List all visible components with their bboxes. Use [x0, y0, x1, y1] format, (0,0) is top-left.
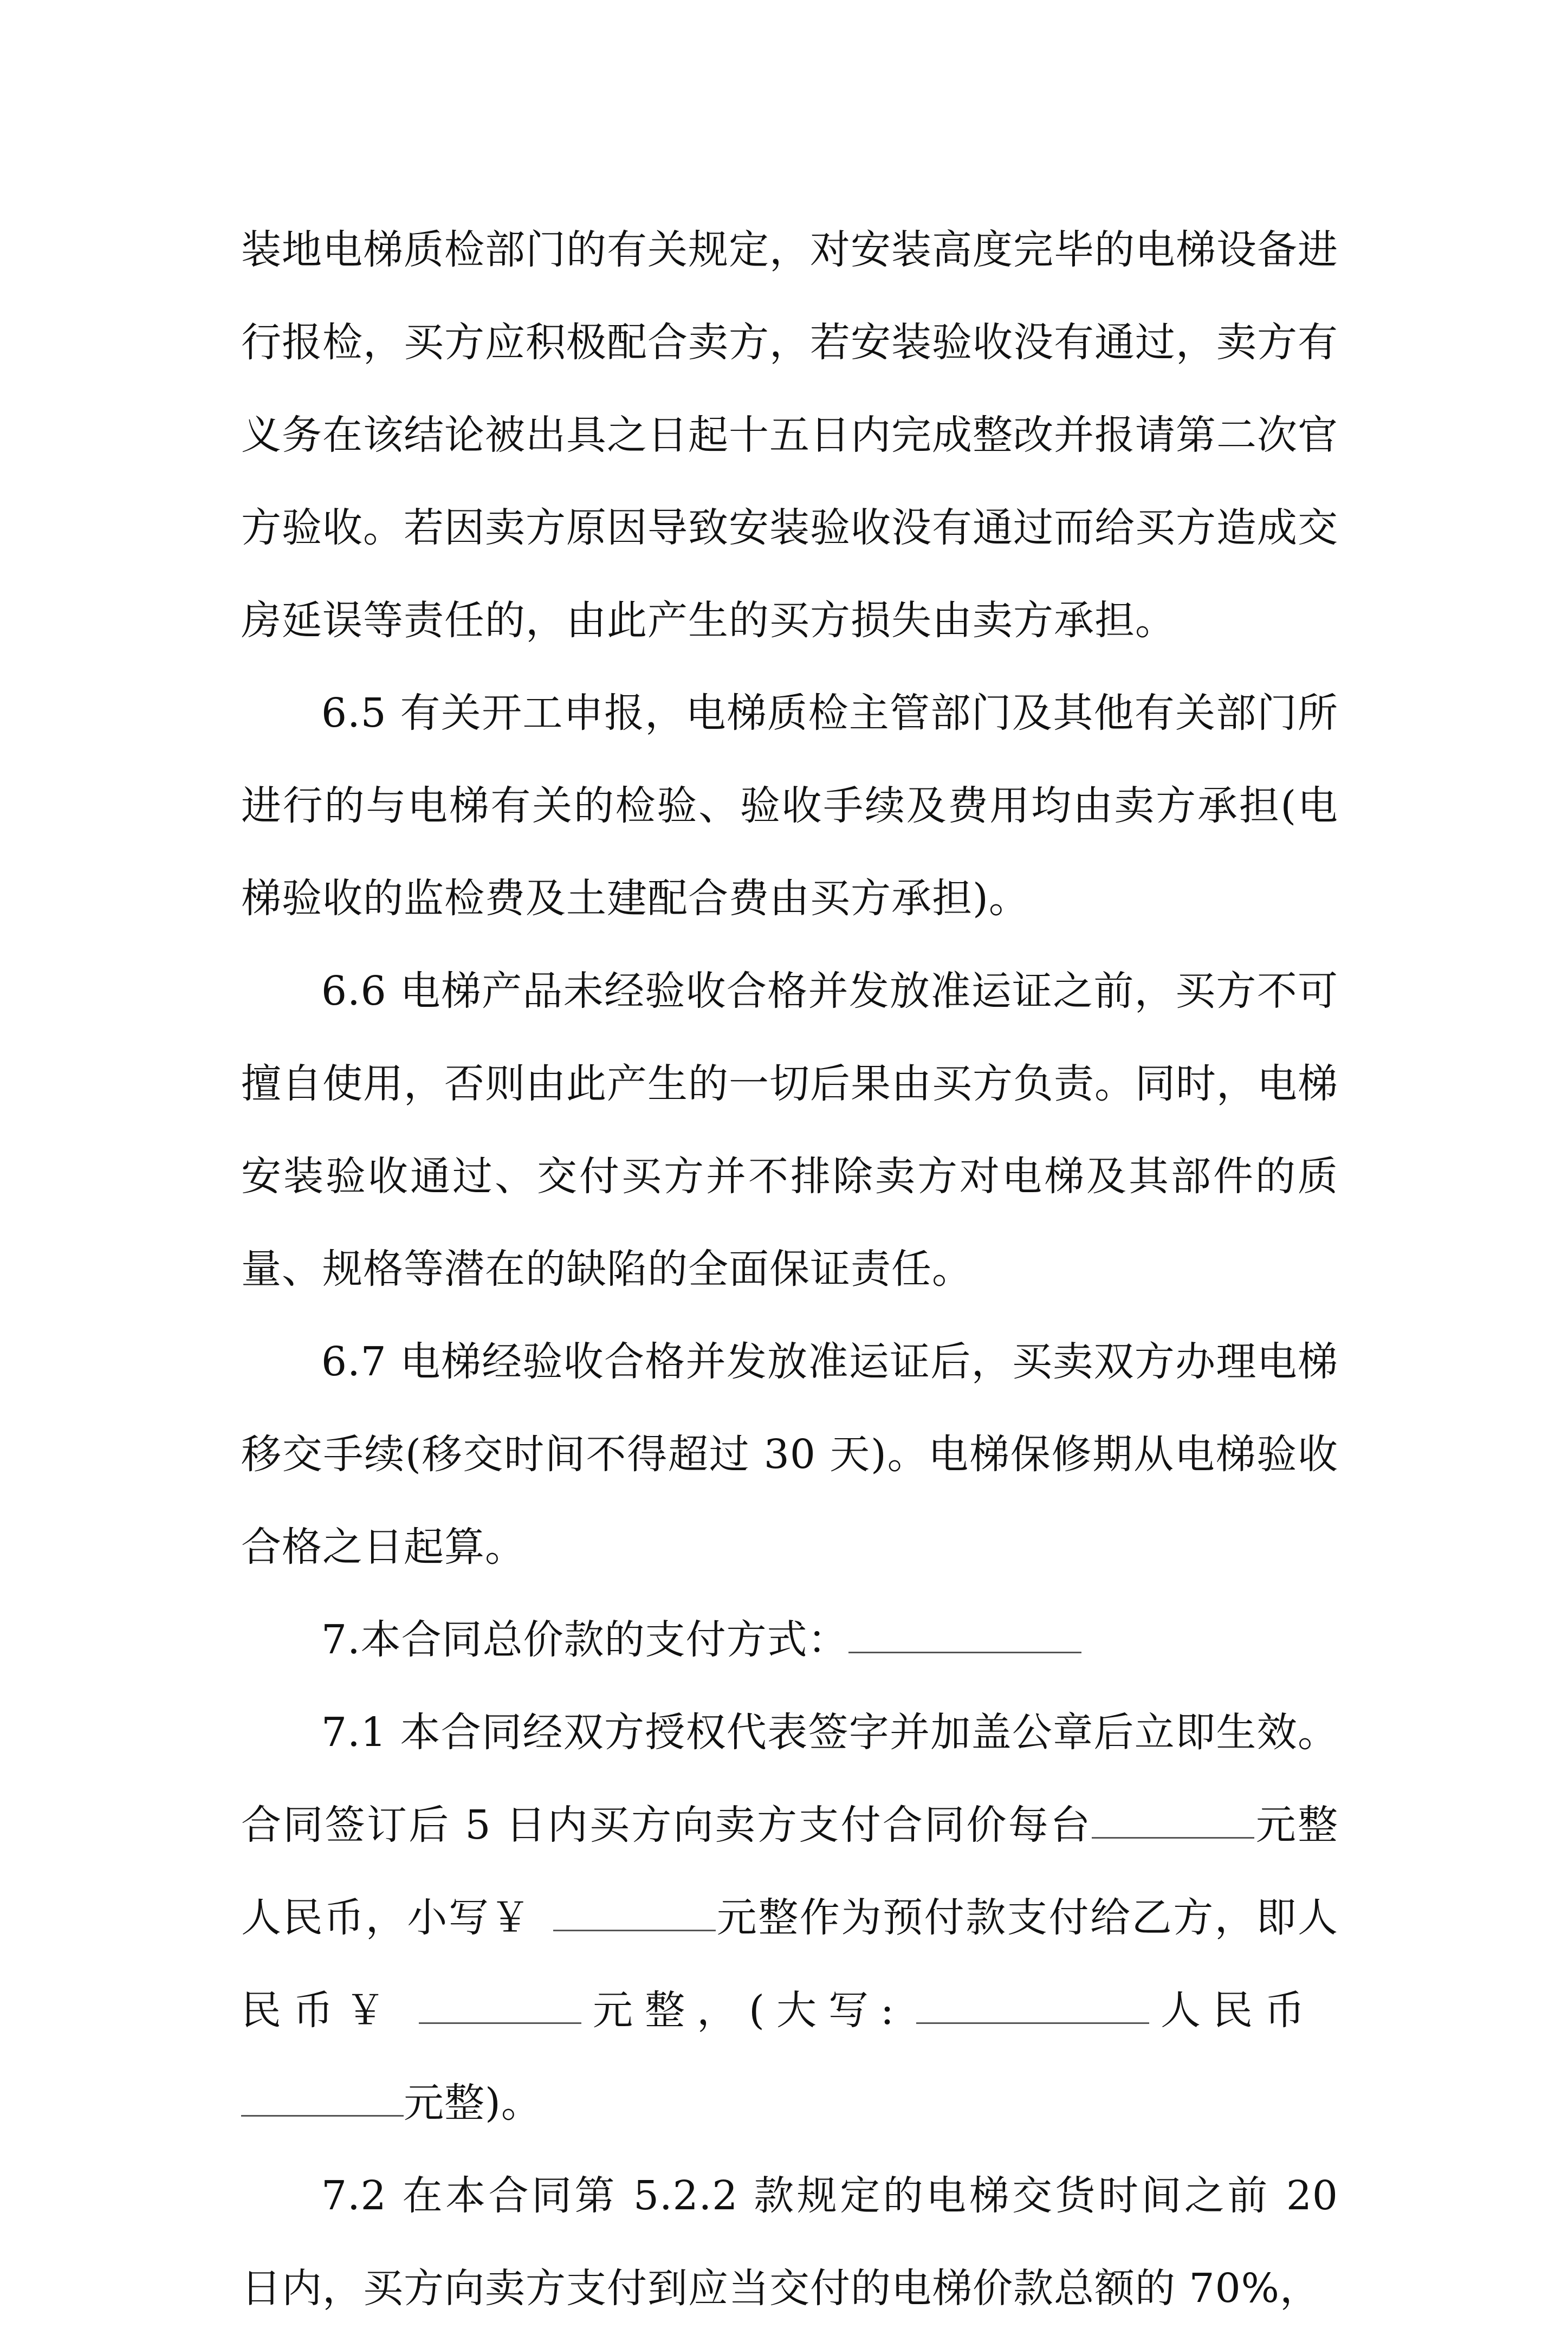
price-per-unit-blank[interactable]: [1092, 1804, 1254, 1839]
payment-method-label: 7.本合同总价款的支付方式：: [321, 1616, 848, 1663]
advance-uppercase-blank[interactable]: [916, 1990, 1149, 2024]
paragraph-7-1-text-a: 7.1 本合同经双方授权代表签字并加盖公章后立即生效。合同签订后 5 日内买方向卖方支付合同价每台: [241, 1709, 1338, 1848]
paragraph-7-1: [241, 1686, 1338, 2150]
price-lowercase-blank[interactable]: [553, 1897, 716, 1931]
advance-rmb-blank[interactable]: [241, 2082, 404, 2117]
paragraph-7-2: 7.2 在本合同第 5.2.2 款规定的电梯交货时间之前 20 日内，买方向卖方支付到应当交付的电梯价款总额的 70%，: [241, 2172, 1338, 2312]
paragraph-7-1-text-d: 元整，(大写:: [581, 1987, 895, 2034]
contract-body: [241, 204, 1338, 2335]
paragraph-6-7: 6.7 电梯经验收合格并发放准运证后，买卖双方办理电梯移交手续(移交时间不得超过 30 天)。电梯保修期从电梯验收合格之日起算。: [241, 1338, 1338, 1570]
paragraph-7-1-text-f: 元整)。: [404, 2080, 542, 2126]
paragraph-installation-inspection: 装地电梯质检部门的有关规定，对安装高度完毕的电梯设备进行报检，买方应积极配合卖方，若安装验收没有通过，卖方有义务在该结论被出具之日起十五日内完成整改并报请第二次官方验收。若因卖方原因导致安装验收没有通过而给买方造成交房延误等责任的，由此产生的买方损失由卖方承担。: [241, 227, 1338, 644]
paragraph-7-1-text-b: 元整人民币，小写￥: [241, 1802, 1339, 1941]
paragraph-7-heading: [241, 1594, 1338, 1686]
paragraph-7-1-text-e: 人民币: [1149, 1987, 1317, 2034]
advance-amount-blank[interactable]: [419, 1990, 581, 2024]
paragraph-6-6: 6.6 电梯产品未经验收合格并发放准运证之前，买方不可擅自使用，否则由此产生的一切后果由买方负责。同时，电梯安装验收通过、交付买方并不排除卖方对电梯及其部件的质量、规格等潜在的缺陷的全面保证责任。: [241, 968, 1338, 1292]
paragraph-7-1-text-c: 元整作为预付款支付给乙方，即人民币￥: [241, 1894, 1339, 2034]
payment-method-blank[interactable]: [848, 1619, 1081, 1653]
paragraph-6-5: 6.5 有关开工申报，电梯质检主管部门及其他有关部门所进行的与电梯有关的检验、验收手续及费用均由卖方承担(电梯验收的监检费及土建配合费由买方承担)。: [241, 690, 1338, 922]
